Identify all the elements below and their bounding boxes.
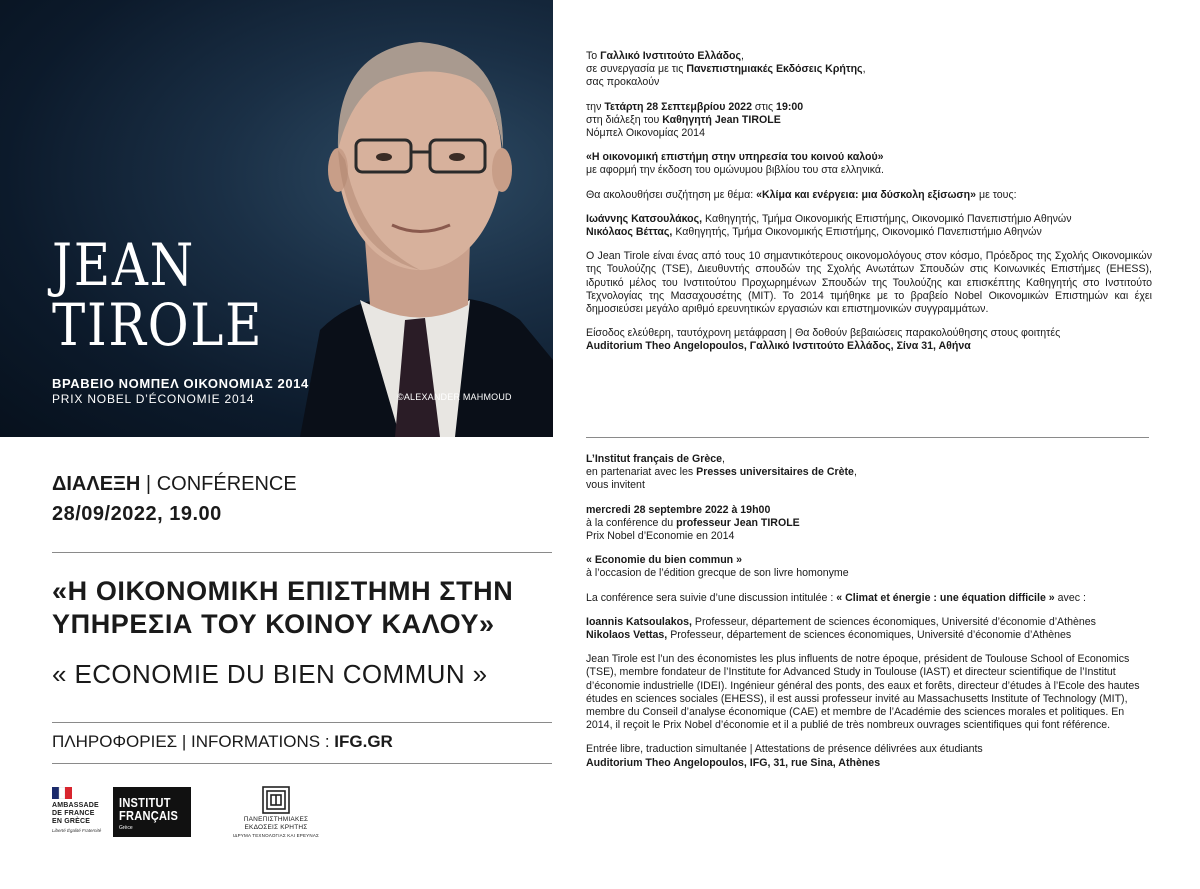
institut-francais-logo	[113, 787, 191, 837]
event-time: 19:00	[776, 100, 804, 113]
pek-logo	[228, 786, 324, 838]
host-org: L’Institut français de Grèce	[586, 453, 722, 465]
lecture-title-greek: «Η ΟΙΚΟΝΟΜΙΚΗ ΕΠΙΣΤΗΜΗ ΣΤΗΝ ΥΠΗΡΕΣΙΑ ΤΟΥ ΚΟΙΝΟΥ ΚΑΛΟΥ»	[52, 576, 514, 639]
french-paragraph-hosts	[586, 453, 1152, 493]
pek-line2: ΕΚΔΟΣΕΙΣ ΚΡΗΤΗΣ	[244, 823, 308, 831]
pek-line1: ΠΑΝΕΠΙΣΤΗΜΙΑΚΕΣ	[243, 816, 309, 823]
panelist-role: Professeur, département de sciences économiques, Université d’économie d’Athènes	[667, 629, 1072, 642]
panelist-role: Καθηγητής, Τμήμα Οικονομικής Επιστήμης, Οικονομικό Πανεπιστήμιο Αθηνών	[672, 226, 1042, 239]
text: à l’occasion de l’édition grecque de son livre homonyme	[586, 567, 849, 580]
french-paragraph-date	[586, 504, 1152, 544]
text: vous invitent	[586, 479, 645, 492]
greek-paragraph-discussion	[586, 189, 1152, 202]
greek-paragraph-panelists	[586, 213, 1152, 239]
venue: Auditorium Theo Angelopoulos, Γαλλικό Ινστιτούτο Ελλάδος, Σίνα 31, Αθήνα	[586, 340, 971, 353]
ambassade-logo	[52, 787, 112, 833]
greek-paragraph-bio: Ο Jean Tirole είναι ένας από τους 10 σημαντικότερους οικονομολόγους στον κόσμο, Πρόεδρος της Σχολής Οικονομικών της Τουλούζης (TSE), Διευθυντής σπουδών της Σχολής Ανωτάτων Σπουδών στις Κοινωνικές Επιστήμες (EHESS), ιδρυτικό μέλος του Ινστιτούτου Προχωρημένων Σπουδών της Τουλούζης και επισκέπτης Καθηγητής στο Ινστιτούτο Τεχνολογίας της Μασαχουσέτης (MIT). Το 2014 τιμήθηκε με το βραβείο Nobel Οικονομικών Επιστημών και έχει δημοσιεύσει μεγάλο αριθμό ερευνητικών εργασιών και επιστημονικών συγγραμμάτων.	[586, 250, 1152, 316]
text: σε συνεργασία με τις	[586, 63, 687, 76]
event-type-separator: |	[140, 473, 157, 495]
text: ,	[862, 63, 866, 76]
discussion-topic: «Κλίμα και ενέργεια: μια δύσκολη εξίσωση»	[756, 188, 977, 201]
text: avec :	[1054, 591, 1086, 604]
greek-paragraph-book	[586, 151, 1152, 177]
divider	[52, 763, 552, 764]
french-paragraph-venue	[586, 743, 1152, 769]
host-org: Γαλλικό Ινστιτούτο Ελλάδος	[600, 50, 742, 62]
text: στη διάλεξη του	[586, 113, 663, 126]
if-sub: Grèce	[119, 825, 133, 831]
speaker-name-line2: TIROLE	[52, 291, 264, 359]
text: Είσοδος ελεύθερη, ταυτόχρονη μετάφραση | Θα δοθούν βεβαιώσεις παρακολούθησης στους φοιτητές	[586, 327, 1061, 340]
greek-paragraph-hosts	[586, 50, 1152, 90]
book-title: « Economie du bien commun »	[586, 554, 742, 567]
info-url-link[interactable]: IFG.GR	[334, 732, 393, 751]
text: με τους:	[976, 188, 1017, 201]
ambassade-line1: AMBASSADE	[52, 802, 99, 809]
greek-paragraph-venue	[586, 327, 1152, 353]
text: Prix Nobel d’Economie en 2014	[586, 530, 735, 543]
french-paragraph-discussion	[586, 592, 1152, 605]
panelist-name: Ιωάννης Κατσουλάκος,	[586, 212, 703, 225]
text: Το	[586, 50, 601, 62]
french-paragraph-book	[586, 554, 1152, 580]
photo-credit: ©ALEXANDER MAHMOUD	[397, 392, 512, 402]
pek-sub: ΙΔΡΥΜΑ ΤΕΧΝΟΛΟΓΙΑΣ ΚΑΙ ΕΡΕΥΝΑΣ	[232, 833, 320, 838]
text: Νόμπελ Οικονομίας 2014	[586, 127, 705, 140]
event-type-french: CONFÉRENCE	[156, 473, 297, 495]
panelist-role: Professeur, département de sciences économiques, Université d’économie d’Athènes	[691, 615, 1096, 628]
greek-paragraph-date	[586, 101, 1152, 141]
ambassade-motto: Liberté Égalité Fraternité	[52, 828, 102, 833]
lecture-title-french: « ECONOMIE DU BIEN COMMUN »	[52, 659, 488, 689]
if-line2: FRANÇAIS	[119, 808, 179, 823]
ambassade-line3: EN GRÈCE	[52, 818, 91, 825]
speaker-portrait	[0, 0, 553, 437]
discussion-topic: « Climat et énergie : une équation difficile »	[836, 591, 1055, 604]
divider	[52, 722, 552, 723]
text: Entrée libre, traduction simultanée | Attestations de présence délivrées aux étudiants	[586, 743, 983, 756]
event-type-greek: ΔΙΑΛΕΞΗ	[52, 473, 141, 495]
panelist-name: Nikolaos Vettas,	[586, 629, 668, 642]
speaker: Καθηγητή Jean TIROLE	[662, 113, 781, 126]
if-line1: INSTITUT	[119, 795, 171, 810]
speaker-name-line1: JEAN	[52, 231, 195, 299]
french-paragraph-panelists	[586, 616, 1152, 642]
info-line	[52, 732, 393, 752]
partner-org: Πανεπιστημιακές Εκδόσεις Κρήτης	[686, 63, 863, 76]
divider	[586, 437, 1149, 438]
prize-french: PRIX NOBEL D’ÉCONOMIE 2014	[52, 392, 255, 406]
text: ,	[853, 466, 857, 479]
event-date: Τετάρτη 28 Σεπτεμβρίου 2022	[604, 100, 752, 113]
text: Θα ακολουθήσει συζήτηση με θέμα:	[586, 188, 757, 201]
text: ,	[722, 453, 725, 465]
event-type	[52, 473, 297, 496]
panelist-name: Ioannis Katsoulakos,	[586, 615, 692, 628]
french-paragraph-bio: Jean Tirole est l’un des économistes les plus influents de notre époque, président de Toulouse School of Economics (TSE), membre fondateur de l’Institute for Advanced Study in Toulouse (IAST) et directeur scientifique de l’Institut d’économie industrielle (IDEI). Ingénieur général des ponts, des eaux et forêts, directeur d’études à l’Ecole des hautes études en sciences sociales (EHESS), il est aussi professeur invité au Massachusetts Institute of Technology (MIT), membre du Conseil d’analyse économique (CAE) et membre de l’Académie des sciences morales et politiques. En 2014, il reçoit le Prix Nobel d’économie et il a publié de très nombreux ouvrages scientifiques qui font référence.	[586, 653, 1140, 732]
labyrinth-icon	[262, 786, 290, 814]
speaker: professeur Jean TIROLE	[676, 516, 800, 529]
event-date: mercredi 28 septembre 2022 à 19h00	[586, 503, 771, 516]
divider	[52, 552, 552, 553]
info-label: ΠΛΗΡΟΦΟΡΙΕΣ | INFORMATIONS :	[52, 732, 335, 751]
text: à la conférence du	[586, 516, 677, 529]
panelist-name: Νικόλαος Βέττας,	[586, 226, 673, 239]
speaker-photo	[0, 0, 553, 437]
prize-greek: ΒΡΑΒΕΙΟ ΝΟΜΠΕΛ ΟΙΚΟΝΟΜΙΑΣ 2014	[52, 376, 309, 391]
partner-org: Presses universitaires de Crète	[696, 466, 854, 479]
text: ,	[741, 50, 744, 62]
marianne-icon	[52, 787, 72, 799]
book-title: «Η οικονομική επιστήμη στην υπηρεσία του κοινού καλού»	[586, 151, 884, 164]
text: με αφορμή την έκδοση του ομώνυμου βιβλίου του στα ελληνικά.	[586, 164, 884, 177]
text: en partenariat avec les	[586, 466, 697, 479]
text: στις	[751, 100, 777, 113]
event-datetime: 28/09/2022, 19.00	[52, 503, 222, 525]
ambassade-line2: DE FRANCE	[52, 810, 95, 817]
text: σας προκαλούν	[586, 76, 660, 89]
text: την	[586, 100, 605, 113]
left-column	[0, 0, 553, 889]
venue: Auditorium Theo Angelopoulos, IFG, 31, rue Sina, Athènes	[586, 756, 881, 769]
text: La conférence sera suivie d’une discussion intitulée :	[586, 591, 837, 604]
french-invitation	[586, 453, 1152, 781]
panelist-role: Καθηγητής, Τμήμα Οικονομικής Επιστήμης, Οικονομικό Πανεπιστήμιο Αθηνών	[702, 212, 1072, 225]
greek-invitation	[586, 50, 1152, 365]
